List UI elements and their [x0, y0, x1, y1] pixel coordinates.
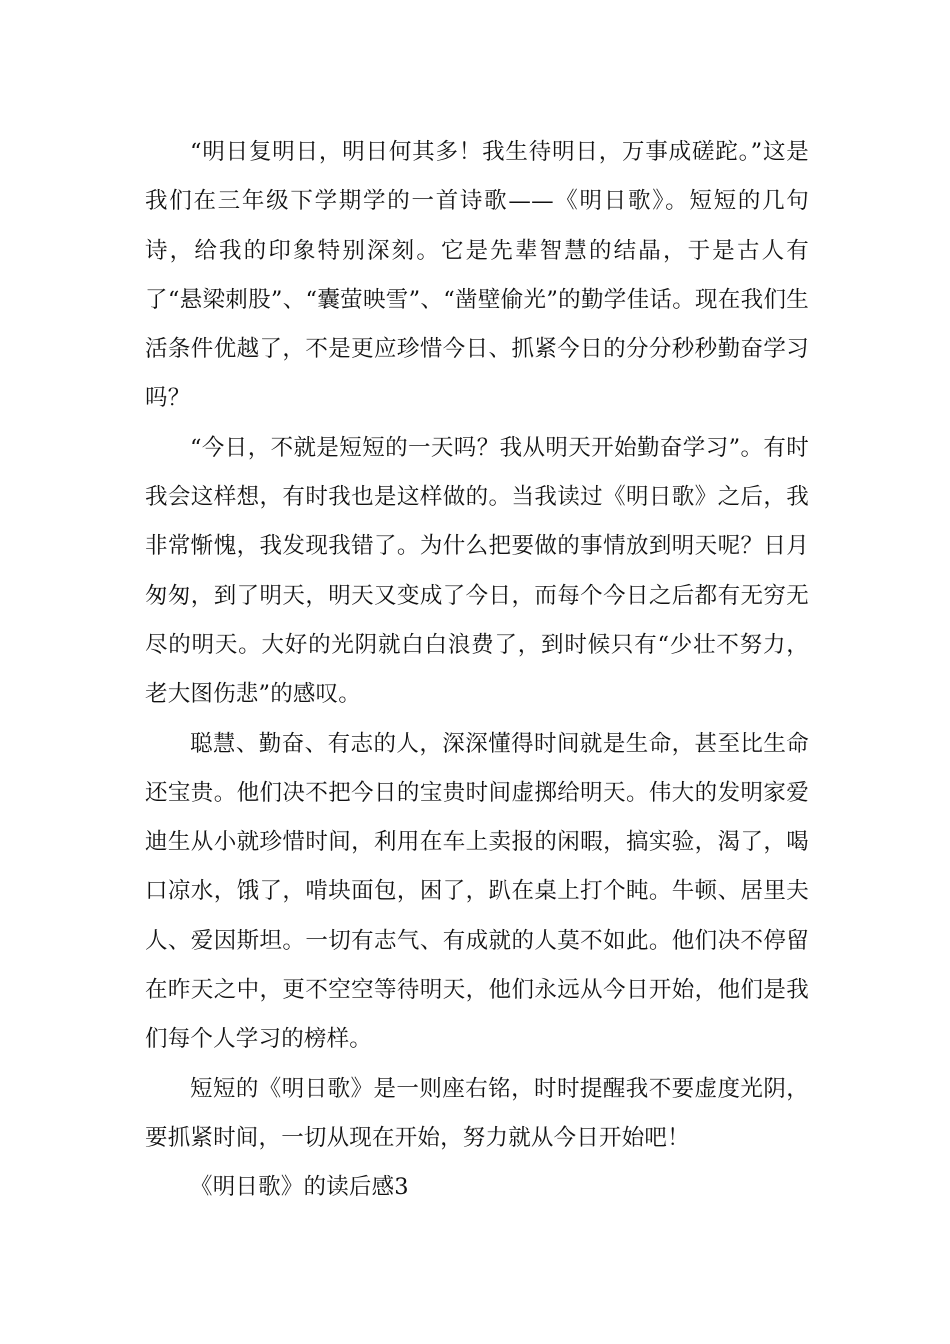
paragraph-3: 聪慧、勤奋、有志的人，深深懂得时间就是生命，甚至比生命还宝贵。他们决不把今日的宝贵时间虚掷给明天。伟大的发明家爱迪生从小就珍惜时间，利用在车上卖报的闲暇，搞实验，渴了，喝口凉水，饿了，啃块面包，困了，趴在桌上打个盹。牛顿、居里夫人、爱因斯坦。一切有志气、有成就的人莫不如此。他们决不停留在昨天之中，更不空空等待明天，他们永远从今日开始，他们是我们每个人学习的榜样。: [145, 730, 809, 1053]
document-body: [145, 128, 809, 1213]
paragraph-1: “明日复明日，明日何其多！我生待明日，万事成磋跎。”这是我们在三年级下学期学的一首诗歌——《明日歌》。短短的几句诗，给我的印象特别深刻。它是先辈智慧的结晶，于是古人有了“悬梁刺股”、“囊萤映雪”、“凿壁偷光”的勤学佳话。现在我们生活条件优越了，不是更应珍惜今日、抓紧今日的分分秒秒勤奋学习吗？: [145, 139, 809, 412]
section-heading: 《明日歌》的读后感3: [190, 1174, 409, 1201]
paragraph-2: “今日，不就是短短的一天吗？我从明天开始勤奋学习”。有时我会这样想，有时我也是这样做的。当我读过《明日歌》之后，我非常惭愧，我发现我错了。为什么把要做的事情放到明天呢？日月匆匆，到了明天，明天又变成了今日，而每个今日之后都有无穷无尽的明天。大好的光阴就白白浪费了，到时候只有“少壮不努力，老大图伤悲”的感叹。: [145, 434, 809, 708]
paragraph-4: 短短的《明日歌》是一则座右铭，时时提醒我不要虚度光阴，要抓紧时间，一切从现在开始，努力就从今日开始吧！: [145, 1075, 809, 1151]
